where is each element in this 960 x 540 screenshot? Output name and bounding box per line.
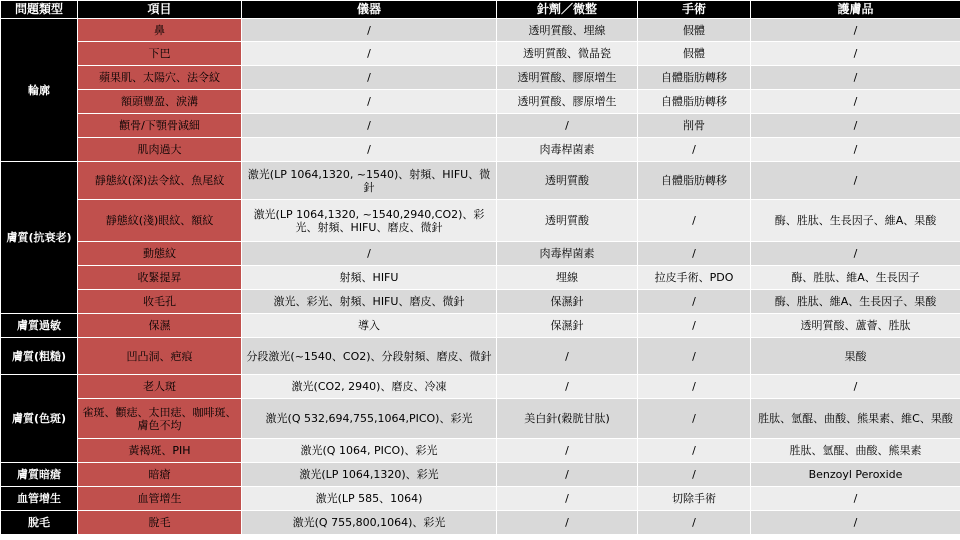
skincare-cell: 酶、胜肽、生長因子、維A、果酸 (751, 200, 960, 242)
device-cell: / (242, 242, 497, 266)
skincare-cell: 酶、胜肽、維A、生長因子、果酸 (751, 290, 960, 314)
category-cell: 膚質(粗糙) (1, 338, 78, 375)
skincare-cell: 酶、胜肽、維A、生長因子 (751, 266, 960, 290)
skincare-cell: / (751, 42, 960, 66)
skincare-cell: / (751, 114, 960, 138)
device-cell: / (242, 42, 497, 66)
injectable-cell: / (497, 338, 638, 375)
device-cell: / (242, 90, 497, 114)
injectable-cell: / (497, 511, 638, 535)
surgery-cell: / (638, 338, 751, 375)
item-cell: 保濕 (78, 314, 242, 338)
table-row (1, 314, 960, 338)
category-cell: 膚質(色斑) (1, 375, 78, 463)
table-row (1, 463, 960, 487)
device-cell: 激光(Q 1064, PICO)、彩光 (242, 439, 497, 463)
skincare-cell: / (751, 66, 960, 90)
skincare-cell: / (751, 138, 960, 162)
category-cell: 膚質過敏 (1, 314, 78, 338)
device-cell: 導入 (242, 314, 497, 338)
surgery-cell: 切除手術 (638, 487, 751, 511)
injectable-cell: 透明質酸 (497, 162, 638, 200)
skincare-cell: / (751, 487, 960, 511)
injectable-cell: 肉毒桿菌素 (497, 138, 638, 162)
injectable-cell: / (497, 463, 638, 487)
header-category: 問題類型 (1, 1, 78, 19)
device-cell: 激光(CO2, 2940)、磨皮、冷凍 (242, 375, 497, 399)
injectable-cell: 透明質酸、膠原增生 (497, 66, 638, 90)
injectable-cell: 埋線 (497, 266, 638, 290)
table-row (1, 66, 960, 90)
table-row (1, 338, 960, 375)
device-cell: 激光、彩光、射頻、HIFU、磨皮、微針 (242, 290, 497, 314)
device-cell: 分段激光(~1540、CO2)、分段射頻、磨皮、微針 (242, 338, 497, 375)
surgery-cell: / (638, 463, 751, 487)
surgery-cell: / (638, 375, 751, 399)
skincare-cell: / (751, 19, 960, 42)
skincare-cell: / (751, 162, 960, 200)
device-cell: 激光(LP 585、1064) (242, 487, 497, 511)
table-row (1, 138, 960, 162)
injectable-cell: / (497, 487, 638, 511)
device-cell: / (242, 19, 497, 42)
table-row (1, 200, 960, 242)
table-row (1, 90, 960, 114)
surgery-cell: 自體脂肪轉移 (638, 66, 751, 90)
category-cell: 脫毛 (1, 511, 78, 535)
skincare-cell: 胜肽、氫醌、曲酸、熊果素、維C、果酸 (751, 399, 960, 439)
table-row (1, 42, 960, 66)
device-cell: 射頻、HIFU (242, 266, 497, 290)
surgery-cell: / (638, 138, 751, 162)
item-cell: 鼻 (78, 19, 242, 42)
surgery-cell: / (638, 511, 751, 535)
injectable-cell: 保濕針 (497, 290, 638, 314)
injectable-cell: 保濕針 (497, 314, 638, 338)
table-row (1, 439, 960, 463)
header-surgery: 手術 (638, 1, 751, 19)
category-cell: 血管增生 (1, 487, 78, 511)
category-cell: 膚質暗瘡 (1, 463, 78, 487)
device-cell: 激光(Q 532,694,755,1064,PICO)、彩光 (242, 399, 497, 439)
surgery-cell: 拉皮手術、PDO (638, 266, 751, 290)
item-cell: 收毛孔 (78, 290, 242, 314)
skincare-cell: 果酸 (751, 338, 960, 375)
category-cell: 輪廓 (1, 19, 78, 162)
surgery-cell: 削骨 (638, 114, 751, 138)
injectable-cell: / (497, 114, 638, 138)
item-cell: 顴骨/下顎骨減細 (78, 114, 242, 138)
item-cell: 黃褐斑、PIH (78, 439, 242, 463)
skincare-cell: / (751, 511, 960, 535)
table-row (1, 399, 960, 439)
device-cell: / (242, 66, 497, 90)
injectable-cell: 肉毒桿菌素 (497, 242, 638, 266)
item-cell: 肌肉過大 (78, 138, 242, 162)
device-cell: 激光(LP 1064,1320, ~1540)、射頻、HIFU、微針 (242, 162, 497, 200)
header-row (1, 1, 960, 19)
item-cell: 靜態紋(深)法令紋、魚尾紋 (78, 162, 242, 200)
surgery-cell: / (638, 314, 751, 338)
table-row (1, 511, 960, 535)
table-row (1, 162, 960, 200)
device-cell: 激光(Q 755,800,1064)、彩光 (242, 511, 497, 535)
injectable-cell: / (497, 375, 638, 399)
surgery-cell: / (638, 439, 751, 463)
skincare-cell: Benzoyl Peroxide (751, 463, 960, 487)
skincare-cell: / (751, 375, 960, 399)
surgery-cell: / (638, 200, 751, 242)
surgery-cell: 假體 (638, 19, 751, 42)
item-cell: 收緊提昇 (78, 266, 242, 290)
table-row (1, 242, 960, 266)
item-cell: 凹凸洞、疤痕 (78, 338, 242, 375)
header-skincare: 護膚品 (751, 1, 960, 19)
injectable-cell: 美白針(穀胱甘肽) (497, 399, 638, 439)
table-row (1, 375, 960, 399)
surgery-cell: / (638, 399, 751, 439)
header-item: 項目 (78, 1, 242, 19)
item-cell: 動態紋 (78, 242, 242, 266)
surgery-cell: 自體脂肪轉移 (638, 90, 751, 114)
item-cell: 蘋果肌、太陽穴、法令紋 (78, 66, 242, 90)
device-cell: 激光(LP 1064,1320, ~1540,2940,CO2)、彩光、射頻、HIFU、磨皮、微針 (242, 200, 497, 242)
surgery-cell: / (638, 242, 751, 266)
injectable-cell: 透明質酸、微晶瓷 (497, 42, 638, 66)
skincare-cell: / (751, 242, 960, 266)
surgery-cell: 自體脂肪轉移 (638, 162, 751, 200)
item-cell: 脫毛 (78, 511, 242, 535)
table-row (1, 487, 960, 511)
item-cell: 血管增生 (78, 487, 242, 511)
item-cell: 額頭豐盈、淚溝 (78, 90, 242, 114)
injectable-cell: 透明質酸、埋線 (497, 19, 638, 42)
table-row (1, 114, 960, 138)
table-row (1, 19, 960, 42)
device-cell: / (242, 114, 497, 138)
item-cell: 靜態紋(淺)眼紋、額紋 (78, 200, 242, 242)
table-row (1, 266, 960, 290)
item-cell: 暗瘡 (78, 463, 242, 487)
item-cell: 下巴 (78, 42, 242, 66)
injectable-cell: 透明質酸、膠原增生 (497, 90, 638, 114)
skincare-cell: / (751, 90, 960, 114)
surgery-cell: 假體 (638, 42, 751, 66)
device-cell: / (242, 138, 497, 162)
surgery-cell: / (638, 290, 751, 314)
device-cell: 激光(LP 1064,1320)、彩光 (242, 463, 497, 487)
injectable-cell: / (497, 439, 638, 463)
header-device: 儀器 (242, 1, 497, 19)
injectable-cell: 透明質酸 (497, 200, 638, 242)
skincare-cell: 透明質酸、蘆薈、胜肽 (751, 314, 960, 338)
category-cell: 膚質(抗衰老) (1, 162, 78, 314)
item-cell: 老人斑 (78, 375, 242, 399)
item-cell: 雀斑、顴痣、太田痣、咖啡斑、膚色不均 (78, 399, 242, 439)
header-injectable: 針劑／微整 (497, 1, 638, 19)
table-row (1, 290, 960, 314)
skincare-cell: 胜肽、氫醌、曲酸、熊果素 (751, 439, 960, 463)
